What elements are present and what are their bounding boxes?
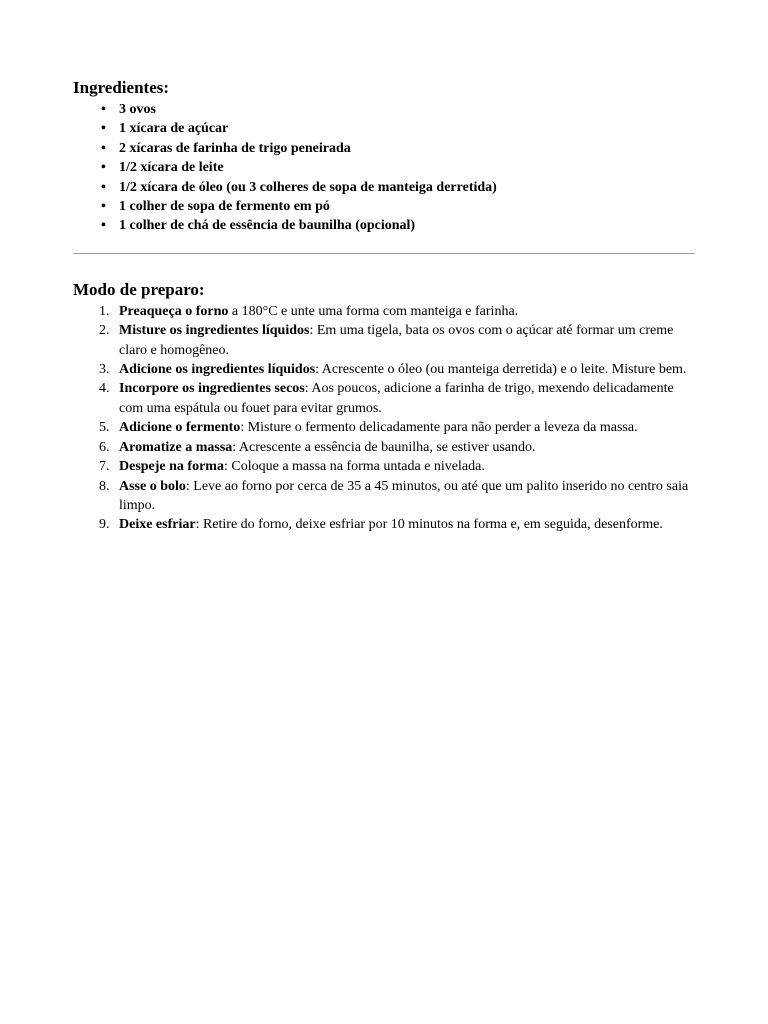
step-text: : Em uma tigela, bata os ovos com o açúcar até formar um creme claro e homogêneo. <box>119 323 674 358</box>
ingredients-list <box>73 100 695 236</box>
ingredient-text: 1 colher de chá de essência de baunilha (opcional) <box>119 218 416 234</box>
step-title: Adicione os ingredientes líquidos <box>119 362 316 378</box>
preparation-step <box>99 360 695 379</box>
step-text: : Misture o fermento delicadamente para não perder a leveza da massa. <box>240 420 638 436</box>
step-number: 6. <box>99 439 110 455</box>
ingredient-item <box>101 197 695 216</box>
step-title: Despeje na forma <box>119 459 224 475</box>
ingredient-item <box>101 216 695 235</box>
step-text: a 180°C e unte uma forma com manteiga e farinha. <box>228 303 519 319</box>
ingredient-item <box>101 178 695 197</box>
step-number: 3. <box>99 362 110 378</box>
bullet-icon: • <box>101 121 106 137</box>
preparation-step <box>99 418 695 437</box>
ingredient-text: 3 ovos <box>119 102 156 117</box>
ingredient-item <box>101 119 695 138</box>
ingredient-item <box>101 100 695 119</box>
ingredient-text: 2 xícaras de farinha de trigo peneirada <box>119 140 351 156</box>
preparation-steps-list <box>73 302 695 535</box>
ingredient-text: 1 xícara de açúcar <box>119 121 229 137</box>
preparation-step <box>99 321 695 360</box>
step-number: 5. <box>99 420 110 436</box>
ingredient-item <box>101 139 695 158</box>
ingredients-heading: Ingredientes: <box>73 78 170 97</box>
bullet-icon: • <box>101 218 106 234</box>
preparation-step <box>99 438 695 457</box>
step-text: : Leve ao forno por cerca de 35 a 45 minutos, ou até que um palito inserido no centro saia limpo. <box>119 478 689 513</box>
step-number: 1. <box>99 303 110 319</box>
step-title: Misture os ingredientes líquidos <box>119 323 310 339</box>
step-title: Adicione o fermento <box>119 420 241 436</box>
bullet-icon: • <box>101 140 106 156</box>
preparation-step <box>99 302 695 321</box>
step-text: : Coloque a massa na forma untada e nivelada. <box>223 459 485 475</box>
step-title: Asse o bolo <box>119 478 186 494</box>
ingredient-text: 1 colher de sopa de fermento em pó <box>119 199 330 215</box>
ingredient-text: 1/2 xícara de óleo (ou 3 colheres de sopa de manteiga derretida) <box>119 179 497 195</box>
bullet-icon: • <box>101 199 106 215</box>
bullet-icon: • <box>101 160 106 176</box>
step-title: Incorpore os ingredientes secos <box>119 381 305 397</box>
preparation-step <box>99 515 695 534</box>
step-text: : Aos poucos, adicione a farinha de trigo, mexendo delicadamente com uma espátula ou fouet para evitar grumos. <box>119 381 674 416</box>
preparation-heading: Modo de preparo: <box>73 279 205 299</box>
step-text: : Retire do forno, deixe esfriar por 10 minutos na forma e, em seguida, desenforme. <box>195 517 663 533</box>
step-title: Deixe esfriar <box>119 517 196 533</box>
ingredient-item <box>101 158 695 177</box>
step-title: Preaqueça o forno <box>119 303 229 319</box>
step-number: 7. <box>99 459 110 475</box>
step-text: : Acrescente o óleo (ou manteiga derretida) e o leite. Misture bem. <box>315 362 687 378</box>
bullet-icon: • <box>101 179 106 195</box>
ingredient-text: 1/2 xícara de leite <box>119 160 224 176</box>
preparation-step <box>99 457 695 476</box>
step-title: Aromatize a massa <box>119 439 233 455</box>
preparation-step <box>99 477 695 516</box>
step-number: 9. <box>99 517 110 533</box>
preparation-step <box>99 379 695 418</box>
bullet-icon: • <box>101 102 106 117</box>
step-number: 2. <box>99 323 110 339</box>
recipe-content <box>73 78 695 535</box>
section-divider <box>73 253 695 254</box>
step-number: 4. <box>99 381 110 397</box>
step-text: : Acrescente a essência de baunilha, se estiver usando. <box>232 439 536 455</box>
step-number: 8. <box>99 478 110 494</box>
